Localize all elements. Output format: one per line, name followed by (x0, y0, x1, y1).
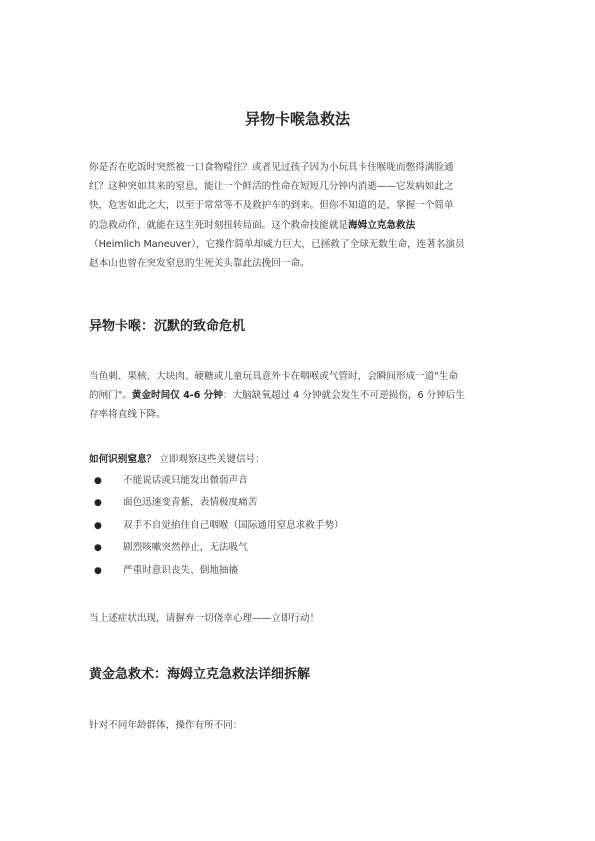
intro-line-text: 的急救动作，就能在这生死时刻扭转局面。这个救命技能就是 (89, 219, 349, 231)
bullet-icon: ● (94, 565, 102, 576)
intro-line: 红？这种突如其来的窒息，能让一个鲜活的性命在短短几分钟内消逝——它发病如此之 (89, 181, 454, 193)
paragraph-line: 当鱼刺、果核、大块肉、硬糖或儿童玩具意外卡在咽喉或气管时，会瞬间形成一道"生命 (89, 371, 458, 382)
section2-paragraph: 针对不同年龄群体，操作有所不同： (89, 720, 243, 731)
identify-text: 立即观察这些关键信号： (156, 454, 265, 465)
bullet-icon: ● (94, 543, 102, 554)
paragraph-line: 存率将直线下降。 (89, 409, 166, 421)
list-item (89, 515, 509, 537)
section-heading: 异物卡喉：沉默的致命危机 (89, 319, 246, 334)
paragraph-text: 的闸门"。 (89, 390, 132, 402)
intro-line: 你是否在吃饭时突然被一口食物噎住？或者见过孩子因为小玩具卡住喉咙而憋得满脸通 (89, 162, 454, 173)
list-item-text: 剧烈咳嗽突然停止，无法吸气 (123, 542, 248, 554)
golden-time-highlight: 黄金时间仅 4-6 分钟 (131, 390, 223, 402)
section-heading: 黄金急救术：海姆立克急救法详细拆解 (89, 667, 311, 682)
document-title: 异物卡喉急救法 (244, 110, 350, 128)
bullet-icon: ● (94, 498, 102, 509)
closing-paragraph: 当上述症状出现，请摒弃一切侥幸心理——立即行动！ (89, 613, 320, 624)
bullet-icon: ● (94, 476, 102, 486)
list-item-text: 严重时意识丧失、倒地抽搐 (123, 564, 239, 576)
intro-line: 赵本山也曾在突发窒息的生死关头靠此法挽回一命。 (89, 258, 310, 270)
list-item (89, 470, 509, 492)
intro-line: （Heimlich Maneuver），它操作简单却威力巨大，已拯救了全球无数生命，连著名演员 (89, 238, 465, 250)
intro-line: 快，危害如此之大，以至于常常等不及救护车的到来。但你不知道的是，掌握一个简单 (89, 200, 454, 212)
intro-paragraph (89, 158, 509, 273)
bullet-icon: ● (94, 520, 102, 531)
list-item (89, 492, 509, 514)
identify-question: 如何识别窒息？ (89, 454, 157, 465)
list-item-text: 不能说话或只能发出微弱声音 (123, 475, 248, 486)
list-item-text: 双手不自觉掐住自己咽喉（国际通用窒息求救手势） (123, 519, 344, 531)
section1-paragraph (89, 367, 509, 425)
paragraph-line (89, 386, 509, 405)
intro-line (89, 216, 509, 235)
symptom-list (89, 470, 509, 582)
list-item-text: 面色迅速变青紫，表情极度痛苦 (123, 497, 258, 509)
paragraph-text: ：大脑缺氧超过 4 分钟就会发生不可逆损伤，6 分钟后生 (222, 390, 465, 402)
heimlich-term: 海姆立克急救法 (348, 219, 416, 231)
identify-line (89, 450, 509, 469)
list-item (89, 537, 509, 559)
list-item (89, 560, 509, 582)
